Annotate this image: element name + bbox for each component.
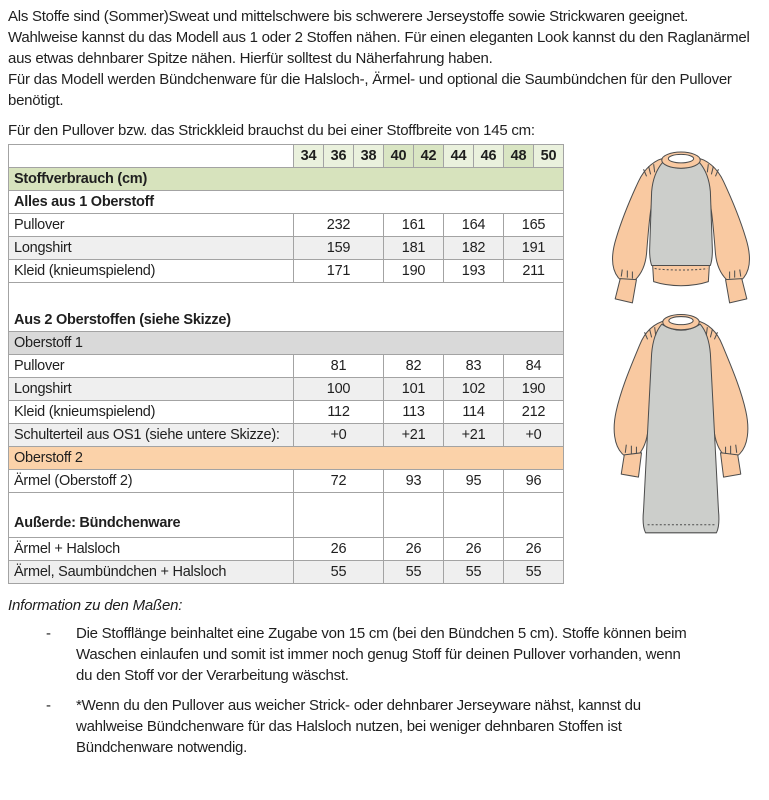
spacer-row [9, 493, 564, 510]
empty-value-cell [384, 509, 444, 538]
intro-paragraph-2: Für das Modell werden Bündchenware für die Halsloch-, Ärmel- und optional die Saumbündchen für den Pullover benötigt. [8, 71, 732, 109]
value-cell: +21 [444, 424, 504, 447]
value-cell: 102 [444, 378, 504, 401]
subsection-row-fabric1 [9, 332, 564, 355]
sweater-left-cuff [615, 279, 636, 303]
value-cell: 82 [384, 355, 444, 378]
size-cell: 48 [504, 145, 534, 168]
table-row [9, 561, 564, 584]
raglan-sweater-illustration [593, 149, 769, 309]
section-row-consumption [9, 168, 564, 191]
value-cell: 100 [294, 378, 384, 401]
value-cell: 232 [294, 214, 384, 237]
intro-paragraph-1: Als Stoffe sind (Sommer)Sweat und mittelschwere bis schwerere Jerseystoffe sowie Strickwaren geeignet. Wahlweise kannst du das Modell aus 1 oder 2 Stoffen nähen. Für einen eleganten Look kannst du den Raglanärmel aus etwas dehnbarer Spitze nähen. Hierfür solltest du Näherfahrung haben. [8, 8, 750, 67]
empty-value-cell [294, 509, 384, 538]
list-item [8, 623, 743, 686]
value-cell: 191 [504, 237, 564, 260]
section-row-cuffs [9, 509, 564, 538]
size-cell: 36 [324, 145, 354, 168]
dress-left-cuff [621, 453, 641, 477]
table-row [9, 538, 564, 561]
bullet-marker: - [46, 625, 51, 642]
list-item [8, 695, 743, 758]
section-row-one-fabric [9, 191, 564, 214]
value-cell: 95 [444, 470, 504, 493]
value-cell: 84 [504, 355, 564, 378]
dress-neck-opening [669, 317, 693, 325]
row-label: Pullover [9, 355, 294, 378]
section-label-consumption: Stoffverbrauch (cm) [9, 168, 564, 191]
spacer-cell [294, 493, 384, 510]
value-cell: 55 [384, 561, 444, 584]
value-cell: 161 [384, 214, 444, 237]
value-cell: 112 [294, 401, 384, 424]
row-label: Longshirt [9, 237, 294, 260]
subsection-row-fabric2 [9, 447, 564, 470]
value-cell: 165 [504, 214, 564, 237]
garment-illustrations [593, 149, 769, 547]
row-label: Kleid (knieumspielend) [9, 260, 294, 283]
section-label-two-fabrics: Aus 2 Oberstoffen (siehe Skizze) [9, 310, 564, 332]
raglan-dress-illustration [593, 312, 769, 547]
row-label: Ärmel + Halsloch [9, 538, 294, 561]
note-text: *Wenn du den Pullover aus weicher Strick- oder dehnbarer Jerseyware nähst, kannst du wahlweise Bündchenware für das Halsloch nutzen, bei weniger dehnbaren Stoffen ist Bündchenware notwendig. [76, 697, 641, 756]
spacer-cell [384, 493, 444, 510]
table-row [9, 237, 564, 260]
value-cell: 114 [444, 401, 504, 424]
notes-heading: Information zu den Maßen: [8, 597, 183, 614]
value-cell: 211 [504, 260, 564, 283]
value-cell: +0 [504, 424, 564, 447]
fabric-consumption-table [8, 144, 564, 584]
value-cell: 212 [504, 401, 564, 424]
value-cell: 81 [294, 355, 384, 378]
table-row [9, 355, 564, 378]
value-cell: 96 [504, 470, 564, 493]
value-cell: 72 [294, 470, 384, 493]
dress-right-cuff [721, 453, 741, 477]
row-label: Schulterteil aus OS1 (siehe untere Skizze): [9, 424, 294, 447]
spacer-cell [504, 493, 564, 510]
value-cell: 101 [384, 378, 444, 401]
section-label-cuffs: Außerde: Bündchenware [9, 509, 294, 538]
value-cell: 26 [294, 538, 384, 561]
section-label-one-fabric: Alles aus 1 Oberstoff [9, 191, 564, 214]
row-label: Ärmel, Saumbündchen + Halsloch [9, 561, 294, 584]
sweater-body [650, 162, 713, 265]
value-cell: 171 [294, 260, 384, 283]
value-cell: +0 [294, 424, 384, 447]
value-cell: 182 [444, 237, 504, 260]
dress-body [643, 324, 719, 533]
sweater-neck-opening [668, 154, 693, 163]
value-cell: 93 [384, 470, 444, 493]
empty-value-cell [444, 509, 504, 538]
spacer-cell [9, 493, 294, 510]
size-cell: 44 [444, 145, 474, 168]
notes-section [8, 597, 743, 758]
value-cell: 55 [504, 561, 564, 584]
value-cell: 181 [384, 237, 444, 260]
size-cell: 34 [294, 145, 324, 168]
size-cell: 46 [474, 145, 504, 168]
intro-block [8, 6, 756, 111]
size-header-empty-cell [9, 145, 294, 168]
size-cell: 38 [354, 145, 384, 168]
value-cell: 193 [444, 260, 504, 283]
value-cell: 113 [384, 401, 444, 424]
table-row [9, 214, 564, 237]
value-cell: 190 [504, 378, 564, 401]
value-cell: 55 [444, 561, 504, 584]
table-row [9, 401, 564, 424]
size-header-row [9, 145, 564, 168]
table-row-shoulder-part [9, 424, 564, 447]
spacer-cell [444, 493, 504, 510]
value-cell: 159 [294, 237, 384, 260]
table-row [9, 260, 564, 283]
sweater-right-cuff [726, 279, 747, 303]
note-text: Die Stofflänge beinhaltet eine Zugabe von 15 cm (bei den Bündchen 5 cm). Stoffe können beim Waschen einlaufen und somit ist immer noch genug Stoff für deinen Pullover vorhanden, wenn du den Stoff vor der Verarbeitung wäschst. [76, 625, 687, 684]
value-cell: 55 [294, 561, 384, 584]
subsection-label-fabric2: Oberstoff 2 [9, 447, 564, 470]
table-row [9, 378, 564, 401]
row-label: Ärmel (Oberstoff 2) [9, 470, 294, 493]
row-label: Kleid (knieumspielend) [9, 401, 294, 424]
value-cell: 190 [384, 260, 444, 283]
subsection-label-fabric1: Oberstoff 1 [9, 332, 564, 355]
sweater-hem-band [653, 265, 710, 285]
value-cell: 26 [384, 538, 444, 561]
value-cell: 26 [444, 538, 504, 561]
size-cell: 42 [414, 145, 444, 168]
value-cell: 83 [444, 355, 504, 378]
value-cell: 164 [444, 214, 504, 237]
size-cell: 40 [384, 145, 414, 168]
row-label: Longshirt [9, 378, 294, 401]
empty-value-cell [504, 509, 564, 538]
spacer-cell [9, 283, 564, 311]
value-cell: +21 [384, 424, 444, 447]
section-row-two-fabrics [9, 310, 564, 332]
size-cell: 50 [534, 145, 564, 168]
bullet-marker: - [46, 697, 51, 714]
row-label: Pullover [9, 214, 294, 237]
table-row [9, 470, 564, 493]
value-cell: 26 [504, 538, 564, 561]
table-intro-line: Für den Pullover bzw. das Strickkleid brauchst du bei einer Stoffbreite von 145 cm: [8, 122, 535, 139]
spacer-row [9, 283, 564, 311]
